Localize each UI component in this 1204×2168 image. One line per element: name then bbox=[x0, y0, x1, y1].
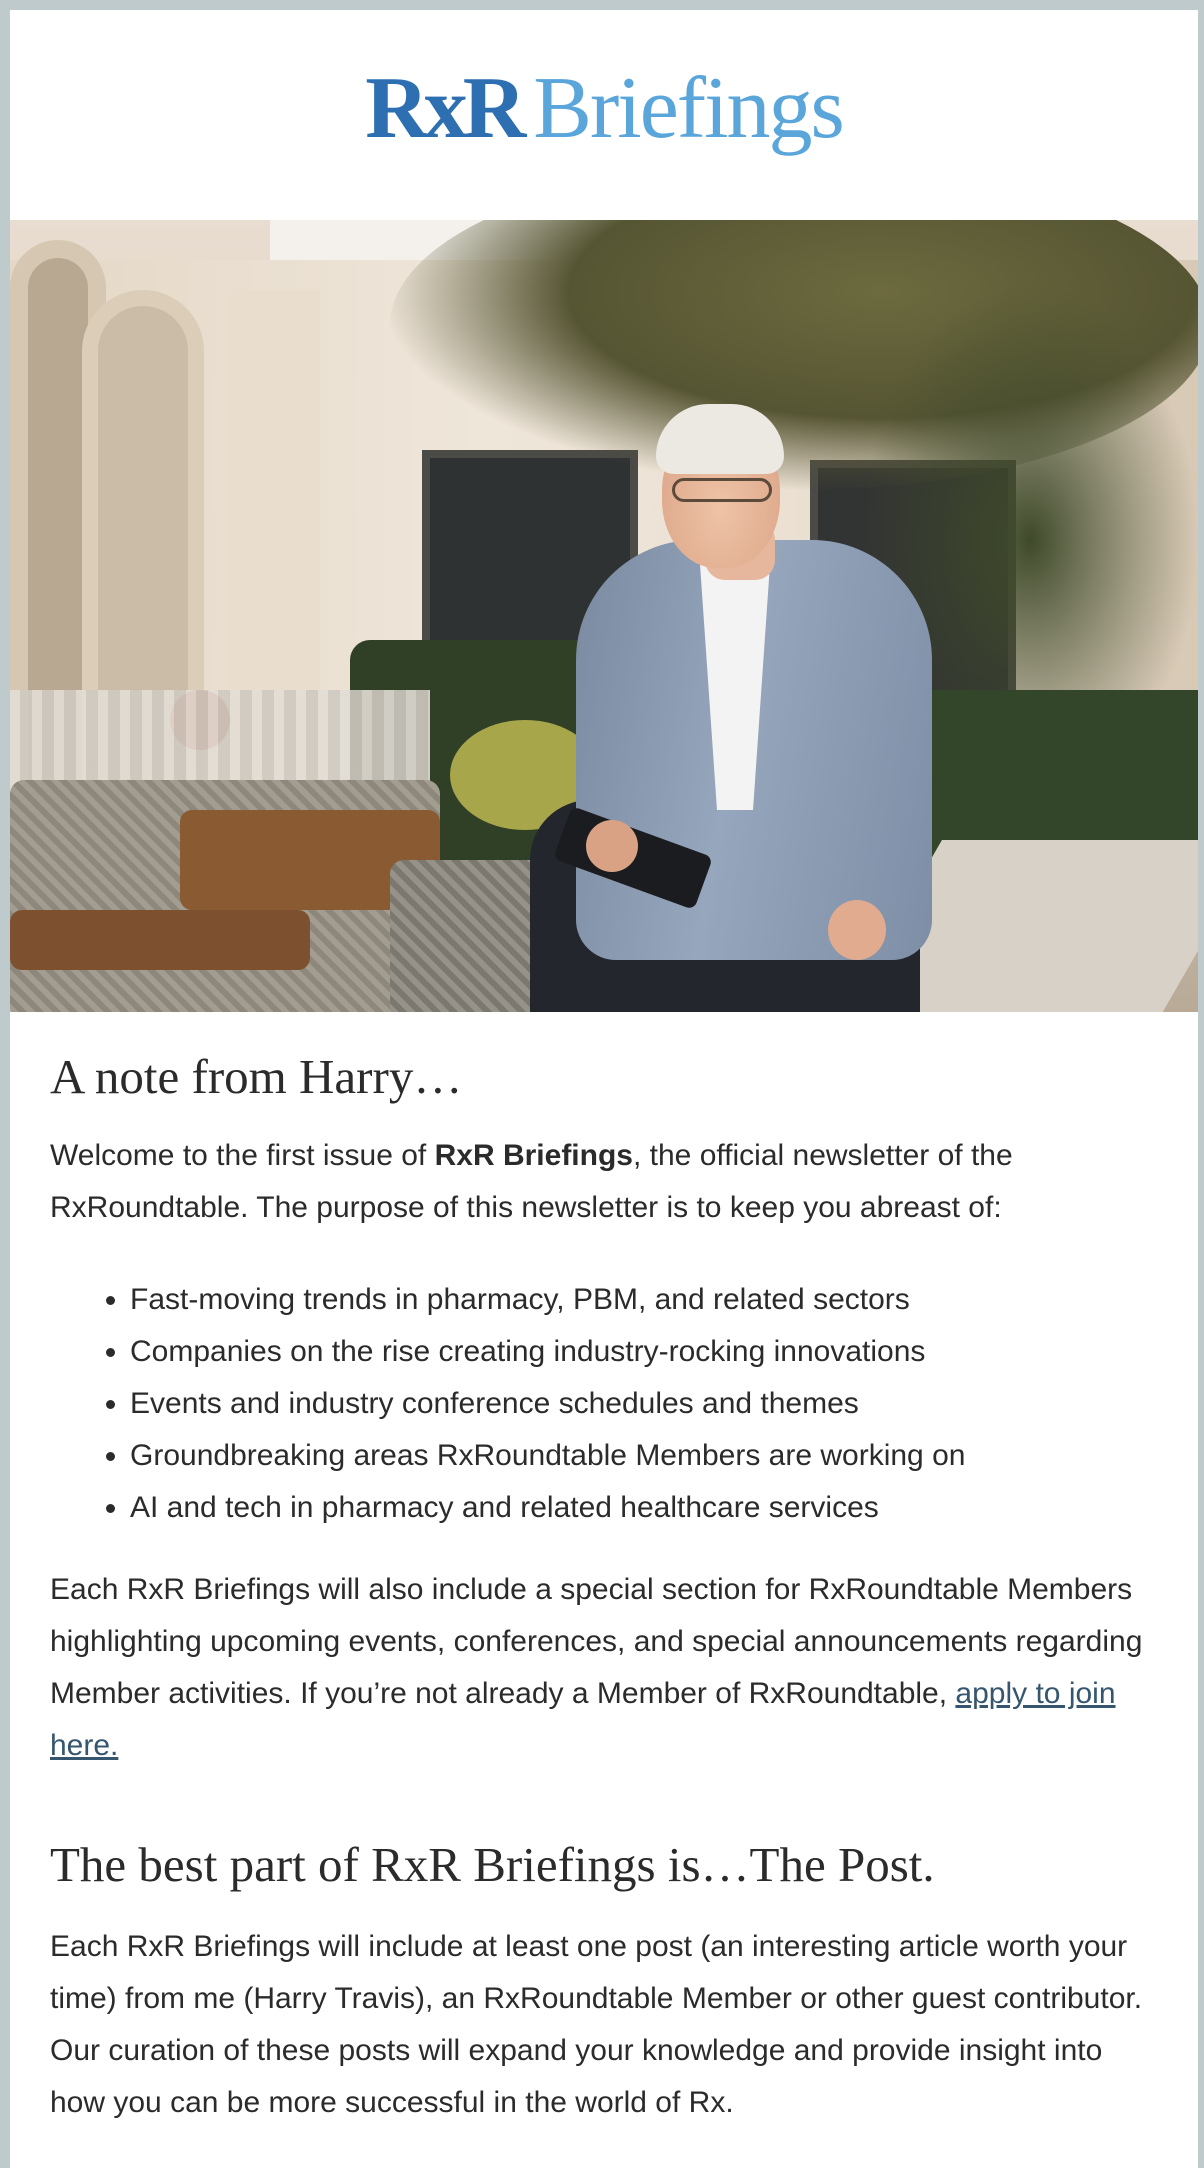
note-heading: A note from Harry… bbox=[50, 1049, 463, 1104]
list-item: • Groundbreaking areas RxRoundtable Members are working on bbox=[130, 1430, 1158, 1482]
list-item: • Companies on the rise creating industry-rocking innovations bbox=[130, 1326, 1158, 1378]
members-text: Each RxR Briefings will also include a special section for RxRoundtable Members highlighting upcoming events, conferences, and special announcements regarding Member activities. If you’re not already a Member of RxRoundtable, bbox=[50, 1572, 1143, 1710]
post-heading: The best part of RxR Briefings is…The Post. bbox=[50, 1836, 935, 1892]
post-paragraph: Each RxR Briefings will include at least one post (an interesting article worth your time) from me (Harry Travis), an RxRoundtable Member or other guest contributor. Our curation of these posts will expand your knowledge and provide insight into how you can be more successful in the world of Rx. bbox=[50, 1929, 1143, 2119]
rxr-briefings-logo[interactable] bbox=[365, 60, 843, 157]
intro-paragraph bbox=[50, 1130, 1158, 1234]
hero-portrait-image bbox=[10, 220, 1198, 1012]
intro-bold-name: RxR Briefings bbox=[434, 1138, 633, 1172]
logo-rxr-text: RxR bbox=[365, 60, 522, 157]
list-item: • AI and tech in pharmacy and related healthcare services bbox=[130, 1482, 1158, 1534]
intro-prefix: Welcome to the first issue of bbox=[50, 1138, 435, 1172]
list-item: • Events and industry conference schedules and themes bbox=[130, 1378, 1158, 1430]
members-paragraph bbox=[50, 1564, 1158, 1772]
newsletter-header bbox=[10, 10, 1198, 220]
logo-briefings-text: Briefings bbox=[533, 60, 843, 157]
newsletter-body bbox=[10, 1012, 1198, 2129]
list-item: • Fast-moving trends in pharmacy, PBM, and related sectors bbox=[130, 1274, 1158, 1326]
apply-join-link[interactable]: apply to join here. bbox=[50, 1676, 1116, 1762]
intro-suffix: , the official newsletter of the RxRoundtable. The purpose of this newsletter is to keep you abreast of: bbox=[50, 1138, 1013, 1224]
topics-list bbox=[50, 1274, 1158, 1534]
newsletter-frame bbox=[10, 10, 1198, 2168]
